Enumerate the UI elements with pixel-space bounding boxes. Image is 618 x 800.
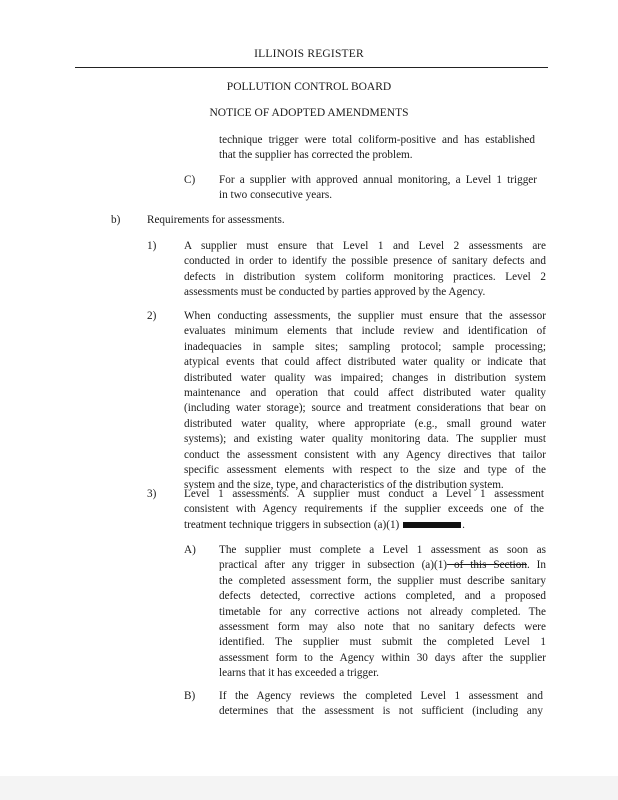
- text-line: defects detected, corrective actions completed, and a proposed: [219, 590, 546, 603]
- section-label: b): [111, 214, 121, 226]
- section-title: Requirements for assessments.: [147, 214, 285, 226]
- item-1-paragraph: [184, 239, 546, 301]
- register-title: ILLINOIS REGISTER: [254, 48, 364, 60]
- text-line: When conducting assessments, the supplier must ensure that the assessor: [184, 310, 546, 322]
- text-line: The supplier must complete a Level 1 assessment as soon as: [219, 544, 546, 556]
- notice-title: NOTICE OF ADOPTED AMENDMENTS: [209, 107, 409, 119]
- item-a-paragraph: [219, 543, 546, 682]
- text-line: assessment form to the Agency within 30 days after the supplier: [219, 651, 546, 664]
- continuation-paragraph: [219, 133, 535, 164]
- text-line: timetable for any corrective actions not already completed. The: [219, 605, 546, 618]
- text-line: determines that the assessment is not sufficient (including any: [219, 705, 543, 718]
- text-line: defects in distribution system coliform monitoring practices. Level 2: [184, 270, 546, 283]
- item-3-paragraph: [184, 487, 544, 533]
- text-line: Level 1 assessments. A supplier must conduct a Level 1 assessment: [184, 488, 544, 500]
- item-c-paragraph: [219, 173, 537, 204]
- text-line: [184, 518, 544, 533]
- item-label: C): [184, 174, 196, 186]
- text-line: conduct the assessment consistent with any Agency directives that tailor: [184, 448, 546, 461]
- text-line: If the Agency reviews the completed Level 1 assessment and: [219, 690, 543, 702]
- text-line: in two consecutive years.: [219, 189, 333, 202]
- item-label: 1): [147, 240, 157, 252]
- text-line: For a supplier with approved annual monitoring, a Level 1 trigger: [219, 174, 537, 186]
- text-line: A supplier must ensure that Level 1 and Level 2 assessments are: [184, 240, 546, 252]
- text-line: (including water storage); source and treatment considerations that bear on: [184, 402, 546, 415]
- text-line: maintenance and operation that could affect distributed water quality: [184, 386, 546, 399]
- item-label: A): [184, 544, 196, 556]
- text-line: assessments must be conducted by parties approved by the Agency.: [184, 286, 486, 299]
- redaction-mark: [403, 522, 461, 528]
- text-line: identified. The supplier must submit the completed Level 1: [219, 636, 546, 649]
- text-line: systems); and existing water quality monitoring data. The supplier must: [184, 433, 546, 446]
- text-fragment: . In: [526, 559, 546, 572]
- struck-text: of this Section: [447, 559, 527, 572]
- text-line: inadequacies in sample sites; sampling protocol; sample processing;: [184, 340, 546, 353]
- text-line: the completed assessment form, the supplier must describe sanitary: [219, 574, 546, 587]
- text-line: conducted in order to identify the possible presence of sanitary defects and: [184, 255, 546, 268]
- text-fragment: .: [462, 518, 465, 531]
- text-line: distributed water quality was impaired; changes in distribution system: [184, 371, 546, 384]
- text-line: distributed water quality, where appropriate (e.g., small ground water: [184, 417, 546, 430]
- text-line: consistent with Agency requirements if the supplier exceeds one of the: [184, 503, 544, 516]
- text-line: learns that it has exceeded a trigger.: [219, 667, 379, 680]
- item-label: 2): [147, 310, 157, 322]
- text-line: system and the size, type, and characteristics of the distribution system.: [184, 479, 504, 492]
- text-fragment: practical after any trigger in subsection (a)(1): [219, 559, 448, 572]
- item-b-paragraph: [219, 689, 543, 720]
- text-fragment: treatment technique triggers in subsection (a)(1): [184, 518, 400, 531]
- item-2-paragraph: [184, 309, 546, 494]
- page-bottom-edge: [0, 776, 618, 800]
- text-line: assessment form may also note that no sanitary defects were: [219, 620, 546, 633]
- text-line: specific assessment elements with respect to the size and type of the: [184, 463, 546, 476]
- text-line: evaluates minimum elements that include review and identification of: [184, 325, 546, 338]
- text-line: atypical events that could affect distributed water quality or indicate that: [184, 356, 546, 369]
- board-name: POLLUTION CONTROL BOARD: [226, 81, 392, 93]
- header-rule: [75, 67, 548, 68]
- item-label: B): [184, 690, 196, 702]
- text-line: technique trigger were total coliform-positive and has established: [219, 134, 535, 146]
- text-line: [219, 558, 546, 573]
- text-line: that the supplier has corrected the problem.: [219, 149, 413, 162]
- item-label: 3): [147, 488, 157, 500]
